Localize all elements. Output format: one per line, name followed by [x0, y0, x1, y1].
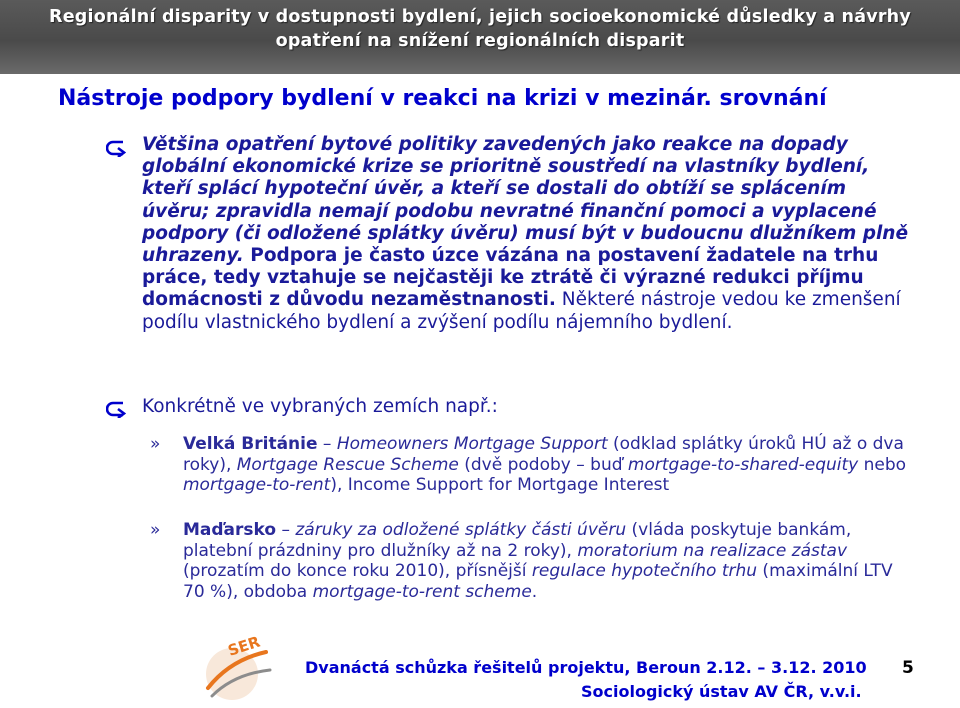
bullet1-part3: Některé nástroje vedou ke zmenšení podílu vlastnického bydlení a zvýšení podílu nájemního bydlení.: [142, 289, 901, 333]
programme-name: Homeowners Mortgage Support: [336, 434, 608, 454]
header-bar: [0, 0, 960, 74]
footer-institution: Sociologický ústav AV ČR, v.v.i.: [581, 682, 862, 701]
programme-name: mortgage-to-rent scheme: [312, 581, 532, 602]
bullet-arrow-icon: [106, 139, 126, 157]
text: (maximální LTV 70 %), obdoba: [183, 561, 893, 602]
svg-text:SER: SER: [225, 632, 263, 660]
bullet-paragraph-2: Konkrétně ve vybraných zemích např.:: [142, 396, 498, 417]
text: (dvě podoby – buď: [458, 454, 628, 475]
country-hungary: Maďarsko: [183, 520, 277, 540]
footer-meeting: Dvanáctá schůzka řešitelů projektu, Beroun 2.12. – 3.12. 2010: [305, 658, 867, 677]
bullet1-part1: Většina opatření bytové politiky zavedených jako reakce na dopady globální ekonomické krize se prioritně soustředí na vlastníky bydlení, kteří splácí hypoteční úvěr, a kteří se dostali do obtíží se splácením úvěru; zpravidla nemají podobu nevratné finanční pomoci a vyplacené podpory (či odložené splátky úvěru) musí být v budoucnu dlužníkem plně uhrazeny.: [142, 134, 908, 267]
sub-item-uk: [183, 434, 913, 496]
programme-name: mortgage-to-rent: [183, 475, 331, 495]
bullet-arrow-icon: [106, 400, 126, 418]
bullet1-part2: Podpora je často úzce vázána na postavení žadatele na trhu práce, tedy vztahuje se nejčastěji ke ztrátě či výrazné redukci příjmu domácnosti z důvodu nezaměstnanosti.: [142, 245, 879, 311]
dash: –: [276, 520, 296, 540]
text: ), Income Support for Mortgage Interest: [330, 475, 670, 495]
programme-name: záruky za odložené splátky části úvěru: [295, 520, 627, 540]
text: .: [531, 581, 538, 602]
sub-item-hungary: [183, 520, 913, 602]
text: (odklad splátky úroků HÚ až o dva roky),: [183, 434, 904, 475]
text: nebo: [858, 454, 907, 475]
ser-logo: [200, 630, 278, 705]
slide-title: Nástroje podpory bydlení v reakci na krizi v mezinár. srovnání: [58, 86, 827, 111]
page-number: 5: [902, 658, 914, 678]
programme-name: regulace hypotečního trhu: [531, 561, 758, 581]
header-title-line-1: Regionální disparity v dostupnosti bydlení, jejich socioekonomické důsledky a návrhy: [49, 7, 911, 27]
text: (prozatím do konce roku 2010), přísnější: [183, 561, 532, 581]
sub-bullet-marker: »: [150, 520, 161, 540]
programme-name: mortgage-to-shared-equity: [627, 454, 859, 475]
programme-name: Mortgage Rescue Scheme: [236, 454, 459, 475]
bullet-paragraph-1: [142, 134, 912, 334]
sub-bullet-marker: »: [150, 434, 161, 454]
header-title-line-2: opatření na snížení regionálních disparit: [275, 31, 685, 51]
country-uk: Velká Británie: [183, 434, 318, 454]
text: (vláda poskytuje bankám, platební prázdniny pro dlužníky až na 2 roky),: [183, 520, 852, 561]
programme-name: moratorium na realizace zástav: [577, 540, 848, 561]
dash: –: [317, 434, 337, 454]
